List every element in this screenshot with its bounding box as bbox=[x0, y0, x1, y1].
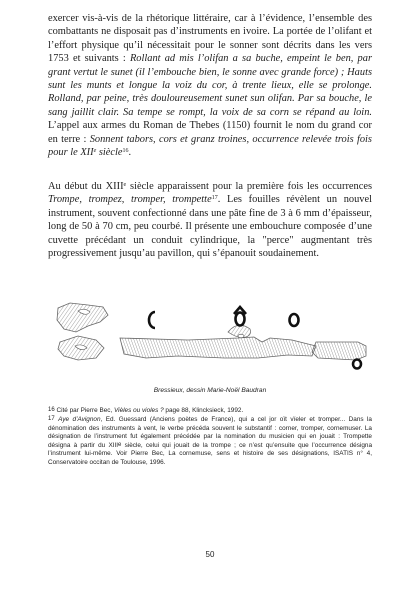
text-run: Cité par Pierre Bec, bbox=[54, 407, 115, 414]
text-run: L’appel aux armes du Roman de Thebes (1150) fournit le nom du grand cor en terre : bbox=[48, 120, 372, 145]
mouthpiece-fragment-bottom bbox=[58, 336, 104, 360]
century-numeral: XII bbox=[80, 147, 94, 159]
ordinal-suffix: e bbox=[123, 182, 127, 188]
text-run: Sonnent tabors, cors et granz troines, occurrence relevée trois fois pour le bbox=[48, 133, 372, 159]
century-numeral: XIII bbox=[105, 181, 124, 192]
mouthpiece-fragment-top bbox=[57, 303, 108, 332]
footnote-ref-17[interactable]: 17 bbox=[211, 195, 218, 202]
work-title: Aye d’Avignon bbox=[58, 416, 101, 423]
footnote-16 bbox=[48, 407, 372, 416]
footnote-number: 16 bbox=[48, 407, 55, 413]
text-run: exercer vis-à-vis de la rhétorique littéraire, car à l’évidence, l’ensemble des combattants ne disposait pas d’instruments en ivoire. La portée de l’olifant et l’effort physique qu’il nécessitait pour le sonner sont décrits dans les vers 1753 et suivants : bbox=[48, 13, 372, 65]
tube-fragment-long bbox=[120, 325, 316, 358]
text-run: . Les fouilles révèlent un nouvel instrument, souvent confectionné dans une pâte fine de 3 à 6 mm d’épaisseur, long de 50 à 70 cm, peu courbé. Il présente une embouchure composée d’une cuvette précédant un conduit cylindrique, la "perce" augmentant très progressivement jusqu’au pavillon, qui s’épanouit soudainement. bbox=[48, 194, 372, 260]
ordinal-suffix: e bbox=[93, 148, 97, 155]
text-run: siècle bbox=[96, 147, 123, 159]
text-run: siècle, celui qui jouait de la trompe ; ce n’est qu’ensuite que l’occurrence désigna l’instrument lui-même. Voir Pierre Bec, La cornemuse, sens et histoire de ses désignations, ISATIS n° 4, Conservatoire occitan de Toulouse, 1996. bbox=[48, 441, 372, 466]
occurrence-list: Trompe, trompez, tromper, trompette bbox=[48, 194, 212, 206]
quote-roman-de-thebes bbox=[48, 134, 372, 158]
body-paragraph-olifant bbox=[48, 12, 372, 159]
text-run: , Ed. Guessard (Anciens poètes de France), qui a cel jor oït vïeler et tromper... Dans la dénomination des instruments à vent, le verbe précéda souvent le substantif : corner, tromper, cornemuser. La désignation de l’instrument fut également précédée par la nomination du musicien qui en jouait : Trompette désigna à partir du bbox=[48, 416, 372, 449]
bell-fragment bbox=[312, 342, 366, 360]
text-run: Au début du bbox=[48, 181, 106, 192]
figure-caption: Bressieux, dessin Marie-Noël Baudran bbox=[153, 387, 267, 394]
text-run: siècle apparaissent pour la première fois les occurrences bbox=[126, 181, 372, 192]
book-title: Vièles ou violes ? bbox=[114, 407, 164, 414]
ordinal-suffix: e bbox=[118, 441, 122, 448]
quote-chanson-de-roland: Rollant ad mis l’olifan a sa buche, empeint le ben, par grant vertut le sunet (il l’embouche bien, le sonne avec grande force) ; Hauts sunt les munts et longue la voiz du cor, à trente lieux, elle se prolonge. Rolland, par peine, très douloureusement sunet sun olifan. Par sa bouche, le sang jaillit clair. Sa tempe se rompt, la voix de sa corn se répand au loin. bbox=[48, 53, 372, 118]
drawing-svg bbox=[48, 302, 372, 386]
text-run: page 88, Klincksieck, 1992. bbox=[163, 407, 244, 414]
trumpet-fragments-drawing bbox=[48, 302, 372, 386]
century-numeral: XIII bbox=[108, 441, 119, 449]
page-number: 50 bbox=[205, 550, 215, 559]
footnote-number: 17 bbox=[48, 416, 55, 422]
footnote-ref-16[interactable]: 16 bbox=[122, 148, 129, 155]
body-paragraph-trompe bbox=[48, 180, 372, 260]
text-run: . bbox=[128, 147, 132, 159]
footnote-17 bbox=[48, 416, 372, 468]
